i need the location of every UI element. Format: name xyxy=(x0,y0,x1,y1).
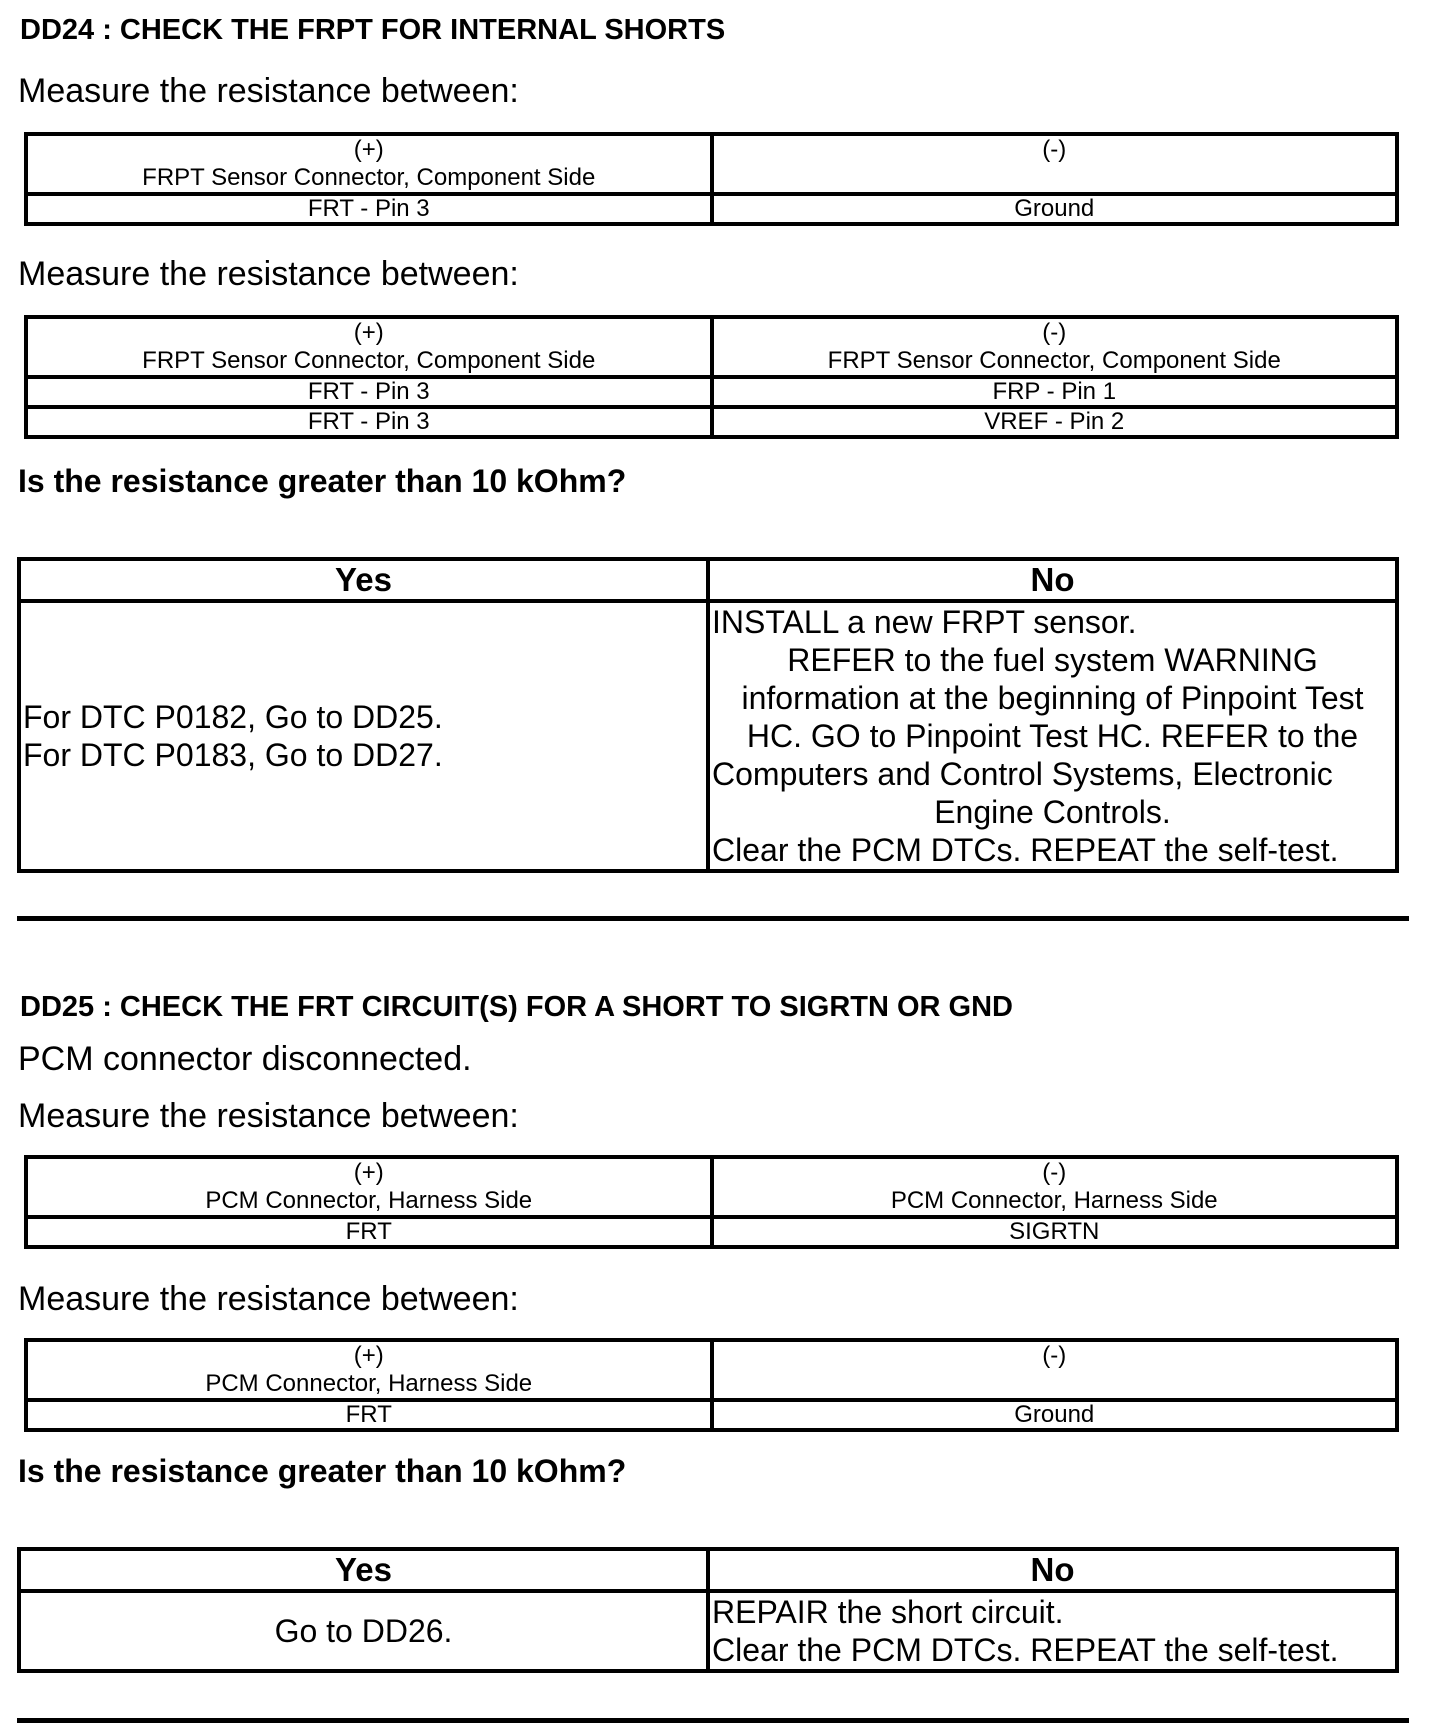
positive-probe-header xyxy=(26,317,712,377)
no-line: Clear the PCM DTCs. REPEAT the self-test. xyxy=(712,832,1339,868)
positive-label: (+) xyxy=(353,1159,384,1186)
positive-connector: PCM Connector, Harness Side xyxy=(205,1370,533,1397)
no-line: REPAIR the short circuit. xyxy=(712,1594,1064,1630)
positive-probe-header xyxy=(26,134,712,194)
dd24-measure2-table xyxy=(24,315,1399,439)
negative-label: (-) xyxy=(1042,319,1067,346)
positive-connector: PCM Connector, Harness Side xyxy=(205,1187,533,1214)
table-row xyxy=(26,407,1397,437)
dd24-heading: DD24 : CHECK THE FRPT FOR INTERNAL SHORTS xyxy=(20,14,726,46)
negative-label: (-) xyxy=(1042,1342,1067,1369)
no-line: HC. GO to Pinpoint Test HC. REFER to the xyxy=(746,718,1359,754)
yes-header: Yes xyxy=(19,559,708,601)
positive-connector: FRPT Sensor Connector, Component Side xyxy=(142,164,596,191)
negative-pin: SIGRTN xyxy=(712,1217,1398,1247)
table-row xyxy=(26,377,1397,407)
no-line: Engine Controls. xyxy=(934,794,1171,830)
negative-pin: Ground xyxy=(712,194,1398,224)
table-row xyxy=(26,1400,1397,1430)
table-row xyxy=(26,194,1397,224)
yes-line: For DTC P0183, Go to DD27. xyxy=(23,737,443,773)
no-line: REFER to the fuel system WARNING xyxy=(787,642,1318,678)
positive-pin: FRT - Pin 3 xyxy=(26,407,712,437)
dd25-decision-table xyxy=(17,1547,1399,1673)
dd24-decision-table xyxy=(17,557,1399,873)
negative-pin: FRP - Pin 1 xyxy=(712,377,1398,407)
section-divider xyxy=(17,1718,1409,1723)
dd25-question: Is the resistance greater than 10 kOhm? xyxy=(18,1453,627,1489)
yes-header: Yes xyxy=(19,1549,708,1591)
negative-probe-header xyxy=(712,1157,1398,1217)
dd25-precondition: PCM connector disconnected. xyxy=(18,1040,472,1078)
no-line: INSTALL a new FRPT sensor. xyxy=(712,604,1137,640)
yes-line: Go to DD26. xyxy=(274,1613,453,1649)
positive-probe-header xyxy=(26,1157,712,1217)
positive-probe-header xyxy=(26,1340,712,1400)
no-result xyxy=(708,601,1397,871)
positive-pin: FRT xyxy=(26,1400,712,1430)
no-header: No xyxy=(708,1549,1397,1591)
dd24-measure1-intro: Measure the resistance between: xyxy=(18,72,519,110)
section-divider xyxy=(17,916,1409,921)
no-header: No xyxy=(708,559,1397,601)
positive-label: (+) xyxy=(353,319,384,346)
table-row xyxy=(26,1217,1397,1247)
positive-label: (+) xyxy=(353,136,384,163)
negative-connector: PCM Connector, Harness Side xyxy=(890,1187,1218,1214)
dd25-measure2-table xyxy=(24,1338,1399,1432)
negative-probe-header xyxy=(712,317,1398,377)
no-line: Computers and Control Systems, Electronic xyxy=(712,756,1333,792)
positive-pin: FRT - Pin 3 xyxy=(26,194,712,224)
no-line: Clear the PCM DTCs. REPEAT the self-test. xyxy=(712,1632,1339,1668)
yes-result xyxy=(19,1591,708,1671)
no-result xyxy=(708,1591,1397,1671)
positive-connector: FRPT Sensor Connector, Component Side xyxy=(142,347,596,374)
dd25-measure1-intro: Measure the resistance between: xyxy=(18,1097,519,1135)
negative-label: (-) xyxy=(1042,1159,1067,1186)
negative-probe-header xyxy=(712,134,1398,194)
positive-pin: FRT - Pin 3 xyxy=(26,377,712,407)
dd24-measure1-table xyxy=(24,132,1399,226)
yes-result xyxy=(19,601,708,871)
dd24-question: Is the resistance greater than 10 kOhm? xyxy=(18,463,627,499)
no-line: information at the beginning of Pinpoint Test xyxy=(741,680,1364,716)
dd24-measure2-intro: Measure the resistance between: xyxy=(18,255,519,293)
positive-pin: FRT xyxy=(26,1217,712,1247)
yes-line: For DTC P0182, Go to DD25. xyxy=(23,699,443,735)
negative-connector: FRPT Sensor Connector, Component Side xyxy=(827,347,1281,374)
negative-pin: Ground xyxy=(712,1400,1398,1430)
dd25-heading: DD25 : CHECK THE FRT CIRCUIT(S) FOR A SHORT TO SIGRTN OR GND xyxy=(20,991,1013,1023)
dd25-measure2-intro: Measure the resistance between: xyxy=(18,1280,519,1318)
negative-probe-header xyxy=(712,1340,1398,1400)
negative-pin: VREF - Pin 2 xyxy=(712,407,1398,437)
positive-label: (+) xyxy=(353,1342,384,1369)
dd25-measure1-table xyxy=(24,1155,1399,1249)
negative-label: (-) xyxy=(1042,136,1067,163)
